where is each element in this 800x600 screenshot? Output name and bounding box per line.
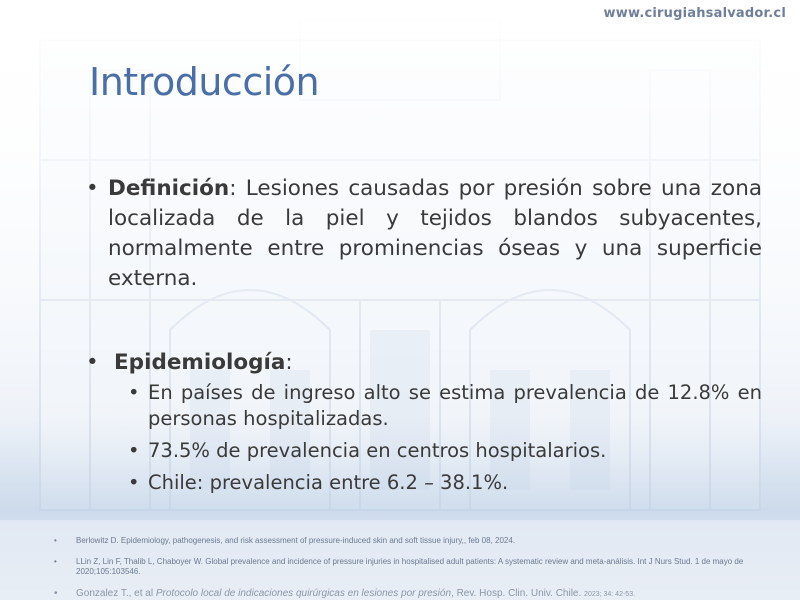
list-item	[128, 438, 762, 464]
slide-body	[84, 174, 762, 502]
reference-text: LLin Z, Lin F, Thalib L, Chaboyer W. Global prevalence and incidence of pressure injuries in hospitalised adult patients: A systematic review and meta-análisis. Int J Nurs Stud. 1 de mayo de 2020;105:103546.	[76, 557, 744, 576]
bullet-dot: •	[86, 176, 99, 201]
epidemiology-bullet	[84, 348, 762, 378]
bullet-dot: •	[128, 439, 140, 462]
reference-suffix: , Rev. Hosp. Clin. Univ. Chile.	[451, 588, 585, 599]
reference-text: Berlowitz D. Epidemiology, pathogenesis, and risk assessment of pressure-induced skin and soft tissue injury,, feb 08, 2024.	[76, 536, 516, 545]
epidemiology-label: Epidemiología	[114, 350, 286, 375]
reference-title: Protocolo local de indicaciones quirúrgicas en lesiones por presión	[155, 588, 452, 599]
list-item	[128, 380, 762, 432]
definition-label: Definición	[108, 176, 230, 201]
bullet-dot: •	[128, 381, 140, 404]
site-url: www.cirugiahsalvador.cl	[603, 6, 786, 21]
definition-colon: :	[229, 176, 237, 201]
bullet-dot: •	[128, 471, 140, 494]
epidemiology-colon: :	[285, 350, 293, 375]
definition-text: Lesiones causadas por presión sobre una zona localizada de la piel y tejidos blandos subyacentes, normalmente entre prominencias óseas y una superficie externa.	[108, 176, 762, 291]
list-item	[128, 470, 762, 496]
bullet-dot: •	[86, 350, 99, 375]
reference-prefix: Gonzalez T., et al	[76, 588, 156, 599]
epidemiology-list	[84, 380, 762, 496]
definition-bullet	[84, 174, 762, 294]
references	[54, 536, 744, 600]
reference-citation: 2023; 34: 42-53.	[584, 591, 636, 598]
list-item-text: Chile: prevalencia entre 6.2 – 38.1%.	[148, 471, 509, 494]
bullet-dot: •	[54, 536, 57, 545]
reference-item	[54, 588, 744, 600]
reference-item	[54, 536, 744, 546]
list-item-text: 73.5% de prevalencia en centros hospitalarios.	[148, 439, 607, 462]
list-item-text: En países de ingreso alto se estima prevalencia de 12.8% en personas hospitalizadas.	[148, 381, 762, 430]
reference-item	[54, 557, 744, 577]
bullet-dot: •	[54, 557, 57, 566]
bullet-dot: •	[54, 588, 58, 599]
slide-title: Introducción	[89, 60, 320, 104]
